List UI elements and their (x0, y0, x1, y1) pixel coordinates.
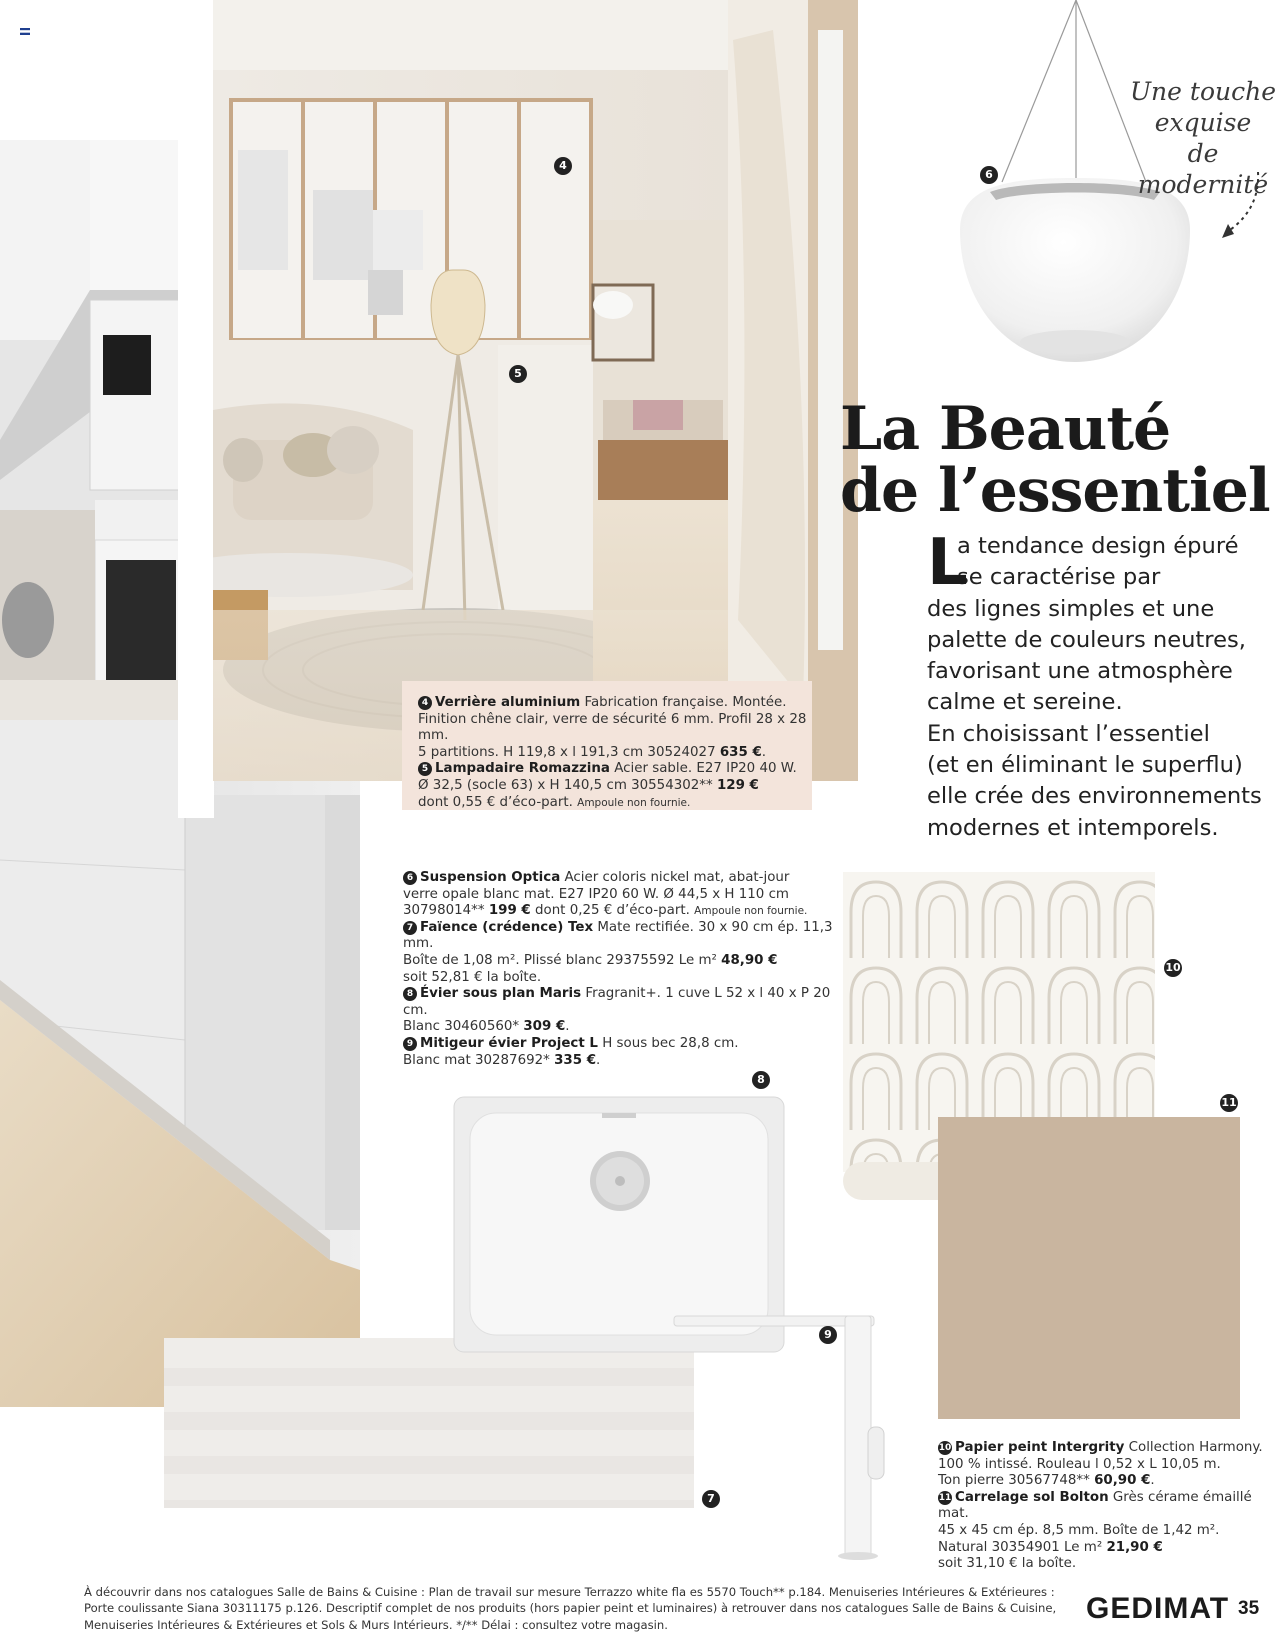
product-11 (938, 1490, 1280, 1523)
product-7-line3: soit 52,81 € la boîte. (403, 969, 542, 985)
intro-line-3: des lignes simples et une (927, 595, 1215, 622)
product-7 (403, 920, 843, 953)
product-10-line3: Ton pierre 30567748** (938, 1473, 1095, 1489)
product-5 (418, 761, 812, 778)
product-8-end: . (565, 1019, 570, 1035)
product-4-line1: Fabrication française. Montée. (580, 695, 787, 710)
product-4-end: . (761, 744, 767, 760)
product-list-6-9 (403, 870, 843, 1069)
title-line1: La Beauté (840, 394, 1171, 464)
page-title (840, 394, 1270, 526)
floor-tile-swatch (938, 1117, 1240, 1419)
handwritten-line3: de modernité (1137, 139, 1269, 199)
dotted-arrow-icon (1218, 168, 1268, 247)
intro-line-5: favorisant une atmosphère (927, 658, 1233, 685)
intro-line-7: En choisissant l’essentiel (927, 720, 1210, 747)
product-4 (418, 695, 812, 712)
product-9-number: 9 (403, 1037, 417, 1051)
product-11-line1: Grès cérame émaillé mat. (938, 1489, 1252, 1522)
product-11-price: 21,90 € (1106, 1539, 1163, 1555)
product-5-price: 129 € (716, 777, 759, 793)
badge-4: 4 (554, 157, 572, 175)
product-10-line2: 100 % intissé. Rouleau l 0,52 x L 10,05 m. (938, 1456, 1221, 1472)
badge-11: 11 (1220, 1094, 1238, 1112)
product-10-line3-wrap (938, 1473, 1280, 1490)
product-8 (403, 986, 843, 1019)
product-5-line3: dont 0,55 € d’éco-part. (418, 794, 578, 810)
intro-line-10: modernes et intemporels. (927, 814, 1219, 841)
product-7-price: 48,90 € (721, 952, 778, 968)
product-6-note: Ampoule non fournie. (694, 905, 808, 918)
product-11-line4: soit 31,10 € la boîte. (938, 1556, 1077, 1572)
product-7-name: Faïence (crédence) Tex (420, 919, 594, 935)
product-11-number: 11 (938, 1492, 952, 1503)
product-6-line3-wrap (403, 903, 843, 920)
product-9-end: . (596, 1052, 601, 1068)
handwritten-line2: exquise (1154, 108, 1252, 137)
product-9-line1: H sous bec 28,8 cm. (597, 1035, 739, 1051)
product-7-line2: Boîte de 1,08 m². Plissé blanc 29375592 Le m² (403, 952, 722, 968)
brand-logo: GEDIMAT (1086, 1592, 1230, 1625)
footer-note (84, 1584, 1084, 1633)
badge-10: 10 (1164, 959, 1182, 977)
product-8-line2-wrap (403, 1019, 843, 1036)
white-block (178, 0, 214, 818)
product-4-number: 4 (418, 696, 432, 710)
product-8-line2: Blanc 30460560* (403, 1019, 524, 1035)
footer-line3: Menuiseries Intérieures & Extérieures et Sols & Murs Intérieurs. */** Délai : consultez votre magasin. (84, 1617, 668, 1632)
product-4-line3-wrap (418, 745, 812, 762)
product-11-line3-wrap (938, 1540, 1280, 1557)
badge-5: 5 (509, 365, 527, 383)
product-5-line3-wrap (418, 795, 812, 812)
product-5-number: 5 (418, 762, 432, 776)
intro-dropcap: L (927, 526, 968, 600)
page-number: 35 (1238, 1598, 1260, 1619)
product-6-line3: 30798014** (403, 903, 489, 919)
badge-9: 9 (819, 1326, 837, 1344)
product-8-line1: Fragranit+. 1 cuve L 52 x l 40 x P 20 cm. (403, 986, 831, 1018)
product-10-price: 60,90 € (1094, 1473, 1151, 1489)
intro-line-9: elle crée des environnements (927, 783, 1262, 810)
intro-line-8: (et en éliminant le superflu) (927, 752, 1243, 779)
product-9-price: 335 € (554, 1052, 597, 1068)
product-10-line1: Collection Harmony. (1124, 1440, 1263, 1455)
footer-line2: Porte coulissante Siana 30311175 p.126. Descriptif complet de nos produits (hors papier peint et luminaires) à retrouver dans nos catalogues Salle de Bains & Cuisine, (84, 1601, 1057, 1616)
product-5-name: Lampadaire Romazzina (435, 761, 610, 777)
product-9 (403, 1036, 843, 1053)
product-9-name: Mitigeur évier Project L (420, 1035, 598, 1051)
intro-line-2: se caractérise par (957, 564, 1161, 591)
product-10 (938, 1440, 1280, 1457)
footer-line1: À découvrir dans nos catalogues Salle de Bains & Cuisine : Plan de travail sur mesure Terrazzo white fla es 5570 Touch** p.184. Menuiseries Intérieures & Extérieures : (84, 1585, 1055, 1599)
product-6-line2: verre opale blanc mat. E27 IP20 60 W. Ø 44,5 x H 110 cm (403, 886, 789, 902)
badge-8: 8 (752, 1071, 770, 1089)
handwritten-line1: Une touche (1129, 77, 1276, 106)
flag-icon (20, 20, 30, 27)
badge-6: 6 (980, 166, 998, 184)
product-10-end: . (1150, 1473, 1155, 1489)
caption-box-verriere-lampadaire (402, 681, 812, 810)
intro-paragraph (927, 526, 1277, 844)
product-5-line1: Acier sable. E27 IP20 40 W. (609, 761, 797, 777)
product-8-price: 309 € (523, 1019, 566, 1035)
intro-line-1: a tendance design épuré (957, 533, 1239, 559)
product-9-line2: Blanc mat 30287692* (403, 1052, 555, 1068)
product-4-name: Verrière aluminium (435, 695, 581, 710)
product-11-name: Carrelage sol Bolton (955, 1489, 1109, 1505)
product-6-price: 199 € (488, 903, 531, 919)
wall-tile-swatch (164, 1338, 694, 1508)
product-4-line2: Finition chêne clair, verre de sécurité 6 mm. Profil 28 x 28 mm. (418, 711, 807, 744)
product-6-name: Suspension Optica (420, 870, 561, 885)
product-11-line2: 45 x 45 cm ép. 8,5 mm. Boîte de 1,42 m². (938, 1522, 1220, 1538)
faucet-image (670, 1302, 900, 1562)
product-4-line3: 5 partitions. H 119,8 x l 191,3 cm 30524027 (418, 744, 720, 760)
product-6-line1: Acier coloris nickel mat, abat-jour (560, 870, 790, 885)
product-6-number: 6 (403, 871, 417, 885)
product-11-line3: Natural 30354901 Le m² (938, 1539, 1107, 1555)
product-7-line2-wrap (403, 953, 843, 970)
product-8-name: Évier sous plan Maris (420, 986, 582, 1002)
product-list-10-11 (938, 1440, 1280, 1573)
living-room-photo (213, 0, 858, 781)
product-10-name: Papier peint Intergrity (955, 1440, 1125, 1455)
intro-line-6: calme et sereine. (927, 689, 1123, 716)
product-4-price: 635 € (719, 744, 762, 760)
product-8-number: 8 (403, 987, 417, 1001)
product-5-line2: Ø 32,5 (socle 63) x H 140,5 cm 30554302** (418, 777, 717, 793)
product-9-line2-wrap (403, 1053, 843, 1070)
product-10-number: 10 (938, 1443, 952, 1453)
badge-7: 7 (702, 1490, 720, 1508)
product-7-line1: Mate rectifiée. 30 x 90 cm ép. 11,3 mm. (403, 919, 833, 952)
product-5-note: Ampoule non fournie. (577, 796, 691, 809)
product-5-line2-wrap (418, 778, 812, 795)
product-6-line3b: dont 0,25 € d’éco-part. (530, 903, 695, 919)
title-line2: de l’essentiel (840, 456, 1270, 526)
product-7-number: 7 (403, 921, 417, 935)
intro-line-4: palette de couleurs neutres, (927, 626, 1246, 653)
product-6 (403, 870, 843, 887)
